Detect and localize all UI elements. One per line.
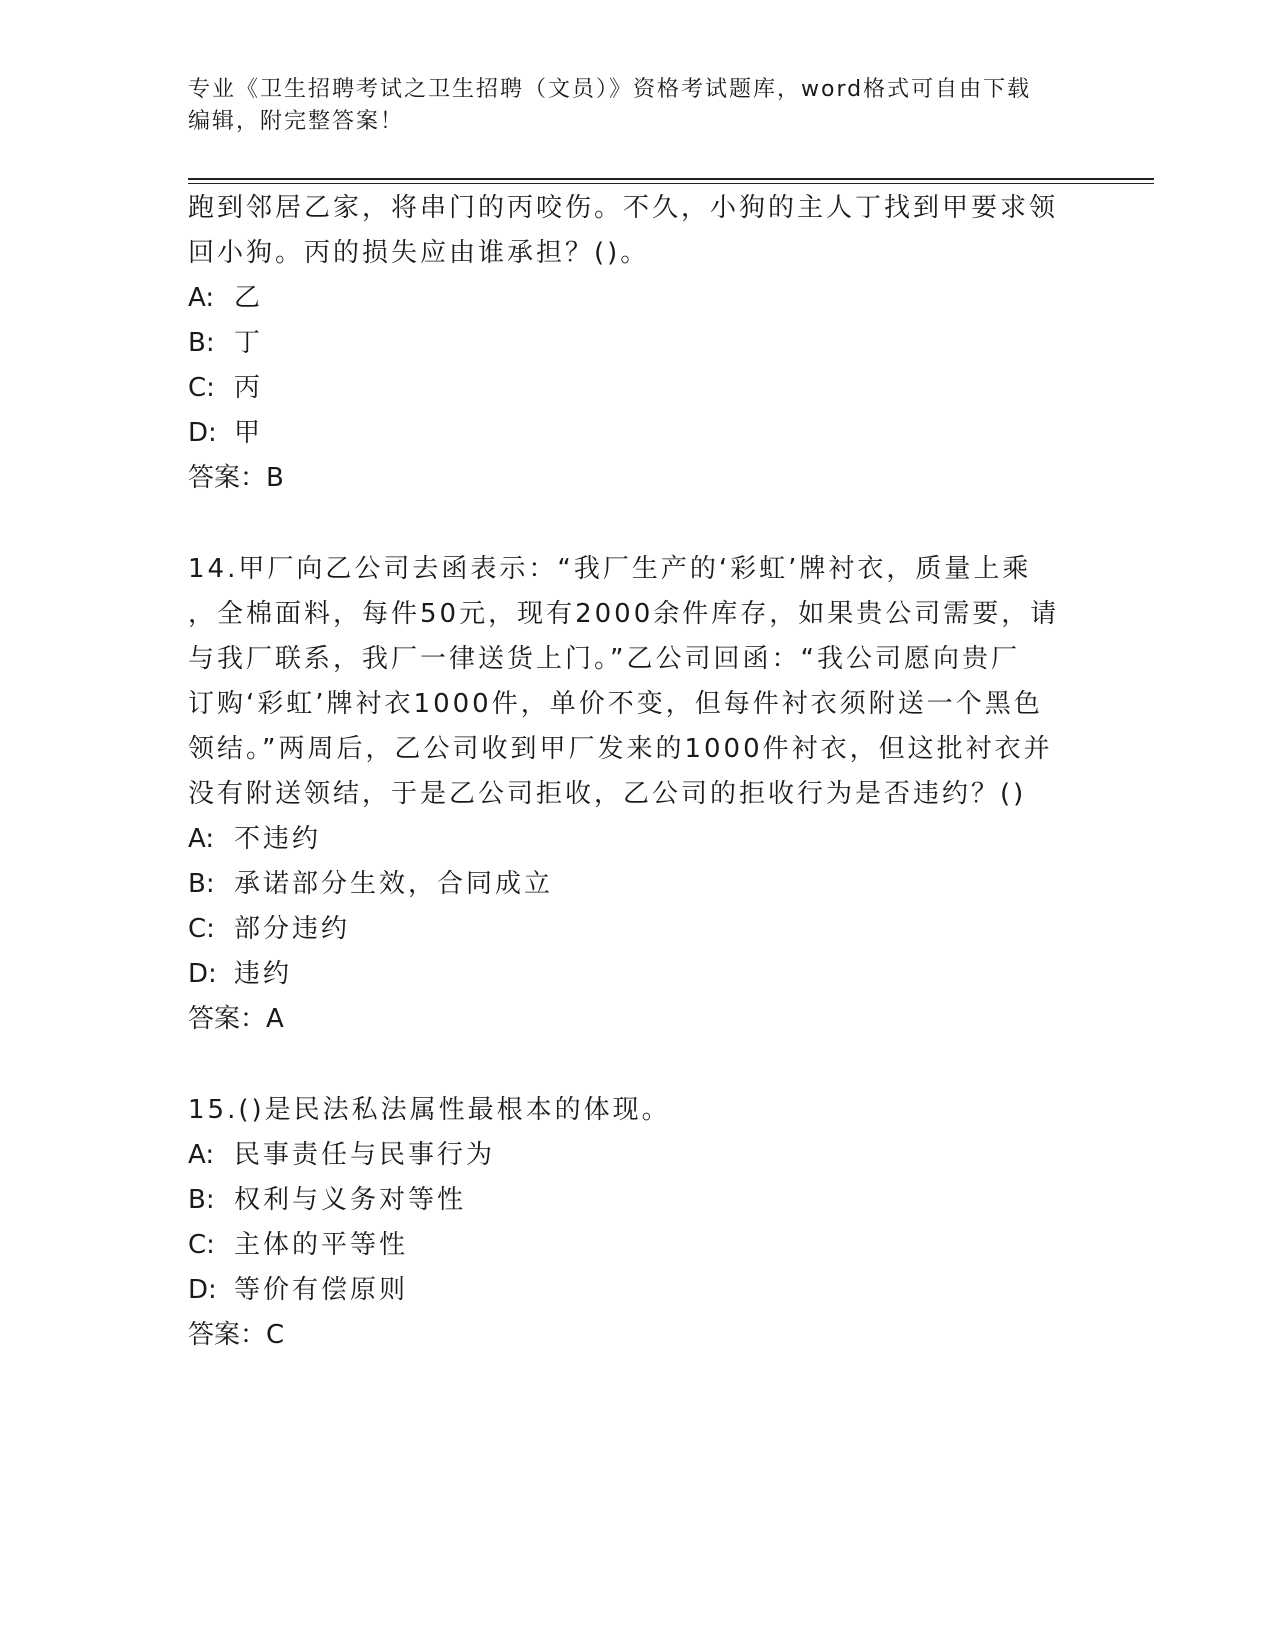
header-line-1: 专业《卫生招聘考试之卫生招聘（文员）》资格考试题库，word格式可自由下载 — [188, 77, 1032, 102]
stem-line: 领结。”两周后，乙公司收到甲厂发来的1000件衬衣，但这批衬衣并 — [188, 734, 1053, 764]
option-text: 不违约 — [234, 824, 322, 854]
option-letter: C: — [188, 914, 215, 944]
stem-line: 没有附送领结，于是乙公司拒收，乙公司的拒收行为是否违约？() — [188, 779, 1027, 809]
option-letter: C: — [188, 373, 215, 403]
option-text: 乙 — [234, 283, 264, 313]
question-14 — [188, 547, 1078, 1042]
option-c — [188, 366, 1078, 411]
document-header — [188, 74, 1068, 138]
option-d — [188, 1268, 1078, 1313]
option-letter: A: — [188, 824, 215, 854]
header-line-2: 编辑，附完整答案！ — [188, 109, 405, 134]
option-letter: A: — [188, 283, 215, 313]
question-stem — [188, 1088, 1078, 1133]
question-15 — [188, 1088, 1078, 1358]
question-stem — [188, 547, 1078, 817]
option-text: 部分违约 — [234, 914, 351, 944]
option-b — [188, 321, 1078, 366]
option-letter: C: — [188, 1230, 215, 1260]
answer-label: 答案：A — [188, 1004, 284, 1034]
stem-line: 14.甲厂向乙公司去函表示：“我厂生产的‘彩虹’牌衬衣，质量上乘 — [188, 554, 1032, 584]
header-rule-thick — [188, 178, 1154, 180]
option-d — [188, 411, 1078, 456]
option-text: 违约 — [234, 959, 293, 989]
option-text: 承诺部分生效，合同成立 — [234, 869, 554, 899]
question-stem — [188, 186, 1078, 276]
option-b — [188, 862, 1078, 907]
spacer — [188, 1042, 1078, 1088]
option-b — [188, 1178, 1078, 1223]
stem-line: ，全棉面料，每件50元，现有2000余件库存，如果贵公司需要，请 — [188, 599, 1060, 629]
option-text: 主体的平等性 — [234, 1230, 409, 1260]
option-letter: B: — [188, 1185, 215, 1215]
question-list — [188, 186, 1078, 1358]
option-text: 权利与义务对等性 — [234, 1185, 467, 1215]
option-c — [188, 1223, 1078, 1268]
stem-line: 跑到邻居乙家，将串门的丙咬伤。不久，小狗的主人丁找到甲要求领 — [188, 193, 1059, 223]
option-text: 等价有偿原则 — [234, 1275, 409, 1305]
option-text: 甲 — [234, 418, 264, 448]
spacer — [188, 501, 1078, 547]
option-text: 民事责任与民事行为 — [234, 1140, 496, 1170]
answer-label: 答案：C — [188, 1320, 285, 1350]
option-text: 丁 — [234, 328, 264, 358]
stem-line: 15.()是民法私法属性最根本的体现。 — [188, 1095, 671, 1125]
option-d — [188, 952, 1078, 997]
option-c — [188, 907, 1078, 952]
option-a — [188, 817, 1078, 862]
option-text: 丙 — [234, 373, 264, 403]
answer-label: 答案：B — [188, 463, 284, 493]
header-rule-thin — [188, 183, 1154, 184]
option-letter: B: — [188, 328, 215, 358]
option-letter: A: — [188, 1140, 215, 1170]
option-letter: D: — [188, 418, 217, 448]
stem-line: 与我厂联系，我厂一律送货上门。”乙公司回函：“我公司愿向贵厂 — [188, 644, 1020, 674]
option-a — [188, 1133, 1078, 1178]
option-letter: D: — [188, 959, 217, 989]
option-letter: D: — [188, 1275, 217, 1305]
stem-line: 订购‘彩虹’牌衬衣1000件，单价不变，但每件衬衣须附送一个黑色 — [188, 689, 1043, 719]
question-13 — [188, 186, 1078, 501]
option-a — [188, 276, 1078, 321]
stem-line: 回小狗。丙的损失应由谁承担？()。 — [188, 238, 650, 268]
option-letter: B: — [188, 869, 215, 899]
